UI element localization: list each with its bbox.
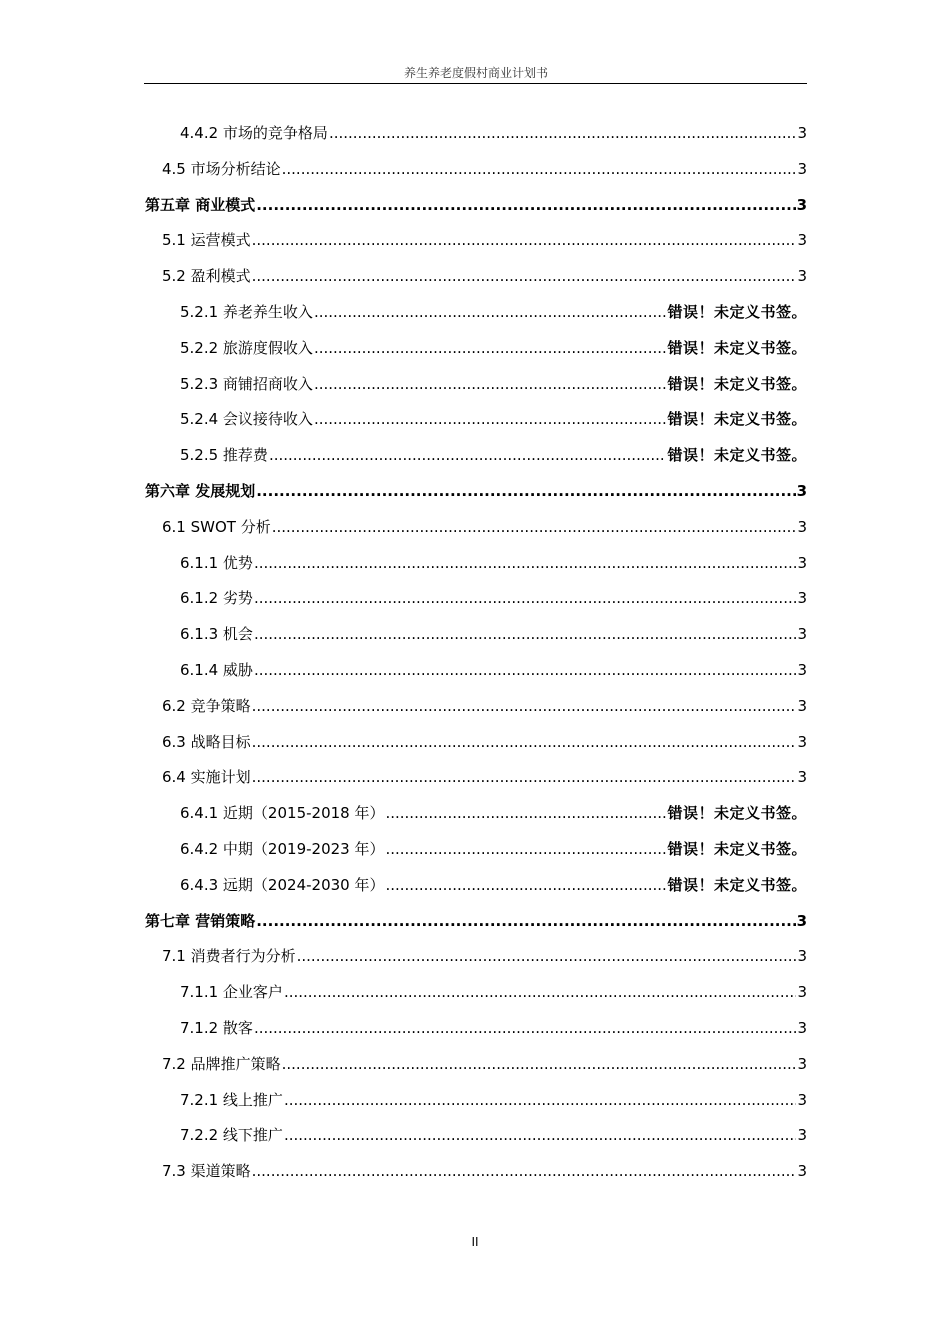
toc-entry[interactable]	[145, 907, 807, 931]
toc-entry-label: 4.5 市场分析结论	[162, 159, 281, 178]
toc-entry-label: 7.2.1 线上推广	[180, 1090, 283, 1109]
toc-entry-label: 6.1.4 威胁	[180, 661, 253, 679]
toc-page-number: 3	[797, 661, 807, 679]
toc-entry[interactable]	[162, 692, 807, 716]
toc-entry[interactable]	[180, 334, 807, 358]
toc-dot-leader	[284, 1125, 797, 1145]
toc-dot-leader	[256, 195, 795, 215]
toc-entry[interactable]	[162, 942, 807, 966]
toc-dot-leader	[284, 1090, 797, 1110]
toc-entry[interactable]	[162, 155, 807, 179]
toc-entry[interactable]	[162, 513, 807, 537]
toc-dot-leader	[252, 696, 797, 716]
toc-entry-label: 第五章 商业模式	[145, 195, 256, 214]
toc-page-number: 3	[797, 1019, 807, 1037]
toc-dot-leader	[385, 839, 666, 859]
toc-entry-label: 5.2.5 推荐费	[180, 446, 268, 465]
toc-entry-label: 6.4.3 远期（2024-2030 年）	[180, 875, 385, 894]
toc-page-number: 3	[797, 553, 807, 572]
toc-bookmark-error: 错误！未定义书签。	[667, 840, 807, 858]
toc-bookmark-error: 错误！未定义书签。	[667, 875, 807, 894]
toc-entry[interactable]	[180, 298, 807, 322]
toc-entry-label: 7.3 渠道策略	[162, 1162, 251, 1181]
toc-entry-label: 5.2.2 旅游度假收入	[180, 338, 313, 357]
toc-dot-leader	[284, 982, 797, 1002]
toc-page-number: 3	[797, 1162, 807, 1181]
toc-page-number: 3	[797, 159, 807, 178]
toc-dot-leader	[256, 911, 795, 931]
header-divider	[144, 83, 807, 84]
toc-page-number: 3	[796, 195, 807, 214]
toc-page-number: 3	[797, 231, 807, 250]
toc-entry[interactable]	[180, 1086, 807, 1110]
toc-entry[interactable]	[180, 835, 807, 859]
toc-entry-label: 6.1.3 机会	[180, 625, 253, 644]
toc-entry-label: 7.2 品牌推广策略	[162, 1054, 281, 1073]
toc-entry[interactable]	[180, 370, 807, 394]
toc-entry-label: 7.1.1 企业客户	[180, 983, 283, 1002]
toc-entry[interactable]	[180, 978, 807, 1002]
toc-dot-leader	[272, 517, 797, 537]
toc-entry[interactable]	[145, 191, 807, 215]
running-header-title: 养生养老度假村商业计划书	[403, 66, 548, 80]
toc-dot-leader	[269, 445, 667, 465]
toc-entry[interactable]	[180, 405, 807, 429]
toc-entry[interactable]	[162, 728, 807, 752]
toc-dot-leader	[385, 875, 666, 895]
toc-dot-leader	[329, 123, 797, 143]
toc-dot-leader	[314, 374, 667, 394]
toc-entry[interactable]	[180, 871, 807, 895]
toc-entry-label: 7.2.2 线下推广	[180, 1126, 283, 1145]
toc-dot-leader	[385, 803, 666, 823]
toc-dot-leader	[256, 481, 795, 501]
toc-page-number: 3	[797, 1090, 807, 1109]
toc-entry-label: 第七章 营销策略	[145, 911, 256, 930]
toc-dot-leader	[252, 1161, 797, 1181]
toc-bookmark-error: 错误！未定义书签。	[667, 374, 807, 393]
toc-page-number: 3	[797, 517, 807, 536]
toc-entry-label: 6.2 竞争策略	[162, 696, 251, 715]
toc-dot-leader	[282, 1054, 797, 1074]
toc-entry-label: 7.1 消费者行为分析	[162, 947, 296, 966]
toc-bookmark-error: 错误！未定义书签。	[667, 804, 807, 823]
toc-entry[interactable]	[180, 656, 807, 680]
toc-entry-label: 4.4.2 市场的竞争格局	[180, 124, 328, 142]
toc-entry[interactable]	[162, 1157, 807, 1181]
toc-dot-leader	[254, 588, 797, 608]
toc-entry-label: 6.1.2 劣势	[180, 589, 253, 608]
toc-page-number: 3	[796, 911, 807, 930]
toc-page-number: 3	[797, 1054, 807, 1073]
toc-bookmark-error: 错误！未定义书签。	[667, 303, 807, 321]
toc-entry[interactable]	[180, 1121, 807, 1145]
toc-dot-leader	[252, 732, 797, 752]
toc-entry[interactable]	[180, 620, 807, 644]
toc-dot-leader	[314, 409, 667, 429]
toc-entry-label: 6.3 战略目标	[162, 732, 251, 751]
toc-dot-leader	[297, 946, 797, 966]
toc-entry[interactable]	[180, 584, 807, 608]
toc-entry-label: 6.4.1 近期（2015-2018 年）	[180, 804, 385, 823]
toc-page-number: 3	[797, 983, 807, 1002]
toc-entry-label: 5.2 盈利模式	[162, 267, 251, 286]
toc-entry-label: 6.4.2 中期（2019-2023 年）	[180, 840, 385, 858]
toc-entry[interactable]	[162, 262, 807, 286]
toc-page-number: 3	[796, 482, 807, 500]
toc-bookmark-error: 错误！未定义书签。	[667, 446, 807, 465]
toc-dot-leader	[314, 338, 667, 358]
toc-dot-leader	[252, 767, 797, 787]
toc-entry[interactable]	[162, 1050, 807, 1074]
toc-page-number: 3	[797, 768, 807, 787]
toc-entry[interactable]	[180, 441, 807, 465]
toc-entry[interactable]	[180, 1014, 807, 1038]
toc-entry-label: 6.1.1 优势	[180, 553, 253, 572]
toc-dot-leader	[314, 302, 667, 322]
toc-page-number: 3	[797, 947, 807, 966]
toc-entry-label: 6.1 SWOT 分析	[162, 517, 271, 536]
toc-dot-leader	[254, 624, 797, 644]
toc-page-number: 3	[797, 732, 807, 751]
toc-page-number: 3	[797, 1126, 807, 1145]
toc-page-number: 3	[797, 267, 807, 286]
toc-entry[interactable]	[145, 477, 807, 501]
toc-page-number: 3	[797, 696, 807, 715]
toc-entry[interactable]	[180, 799, 807, 823]
toc-entry[interactable]	[180, 549, 807, 573]
toc-entry-label: 5.2.3 商铺招商收入	[180, 374, 313, 393]
toc-entry[interactable]	[162, 763, 807, 787]
toc-entry-label: 5.2.1 养老养生收入	[180, 303, 313, 321]
toc-entry-label: 7.1.2 散客	[180, 1019, 253, 1037]
toc-entry-label: 5.2.4 会议接待收入	[180, 410, 313, 429]
toc-dot-leader	[252, 266, 797, 286]
toc-bookmark-error: 错误！未定义书签。	[667, 338, 807, 357]
toc-entry-label: 6.4 实施计划	[162, 768, 251, 787]
toc-page-number: 3	[797, 124, 807, 142]
toc-dot-leader	[254, 1018, 797, 1038]
toc-dot-leader	[282, 159, 797, 179]
toc-page-number: 3	[797, 625, 807, 644]
toc-entry-label: 第六章 发展规划	[145, 482, 256, 500]
toc-dot-leader	[254, 660, 797, 680]
toc-dot-leader	[254, 553, 797, 573]
toc-entry[interactable]	[180, 119, 807, 143]
toc-page-number: 3	[797, 589, 807, 608]
page-number: II	[471, 1235, 479, 1249]
toc-entry[interactable]	[162, 226, 807, 250]
toc-entry-label: 5.1 运营模式	[162, 231, 251, 250]
toc-dot-leader	[252, 230, 797, 250]
toc-bookmark-error: 错误！未定义书签。	[667, 410, 807, 429]
